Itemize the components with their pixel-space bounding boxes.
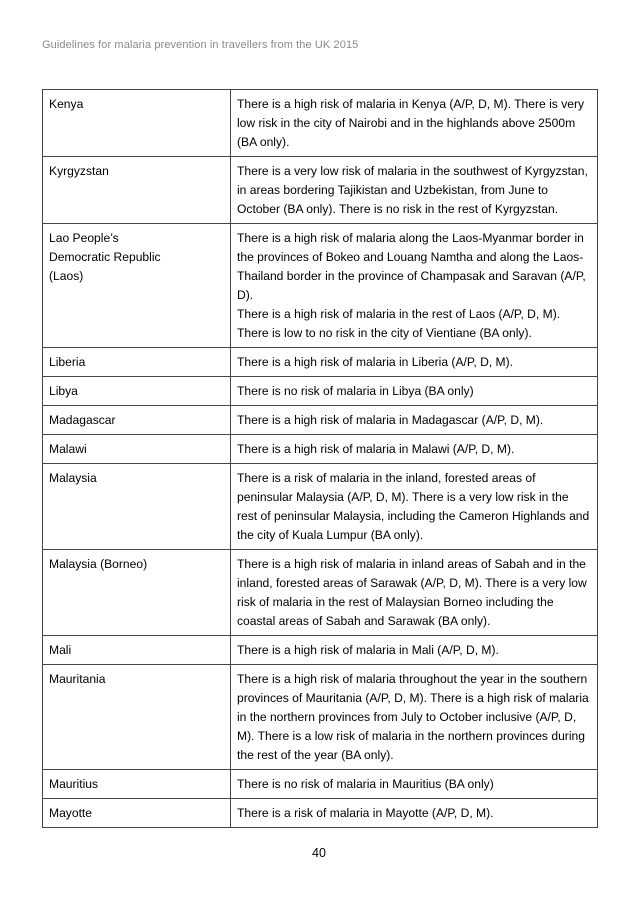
- table-row: [43, 157, 598, 224]
- table-row: [43, 770, 598, 799]
- country-cell: Malawi: [43, 435, 231, 464]
- table-row: [43, 464, 598, 550]
- country-cell: Mali: [43, 636, 231, 665]
- risk-cell: There is a risk of malaria in the inland, forested areas of peninsular Malaysia (A/P, D, M). There is a very low risk in the rest of peninsular Malaysia, including the Cameron Highlands and the city of Kuala Lumpur (BA only).: [231, 464, 598, 550]
- table-row: [43, 550, 598, 636]
- risk-cell: There is a high risk of malaria in inland areas of Sabah and in the inland, forested areas of Sarawak (A/P, D, M). There is a very low risk of malaria in the rest of Malaysian Borneo including the coastal areas of Sabah and Sarawak (BA only).: [231, 550, 598, 636]
- table-row: [43, 406, 598, 435]
- country-cell: Liberia: [43, 348, 231, 377]
- page-number: 40: [312, 846, 326, 860]
- risk-cell: There is a very low risk of malaria in the southwest of Kyrgyzstan, in areas bordering Tajikistan and Uzbekistan, from June to October (BA only). There is no risk in the rest of Kyrgyzstan.: [231, 157, 598, 224]
- risk-cell: There is no risk of malaria in Libya (BA only): [231, 377, 598, 406]
- country-cell: Malaysia (Borneo): [43, 550, 231, 636]
- table-row: [43, 636, 598, 665]
- country-cell: Kenya: [43, 90, 231, 157]
- table-row: [43, 665, 598, 770]
- running-header: Guidelines for malaria prevention in travellers from the UK 2015: [42, 39, 359, 51]
- country-cell: Malaysia: [43, 464, 231, 550]
- risk-cell: There is a high risk of malaria along the Laos-Myanmar border in the provinces of Bokeo and Louang Namtha and along the Laos-Thailand border in the province of Champasak and Saravan (A/P, D). There is a high risk of malaria in the rest of Laos (A/P, D, M). There is low to no risk in the city of Vientiane (BA only).: [231, 224, 598, 348]
- risk-cell: There is no risk of malaria in Mauritius (BA only): [231, 770, 598, 799]
- country-cell: Mauritius: [43, 770, 231, 799]
- country-cell: Mayotte: [43, 799, 231, 828]
- table-row: [43, 90, 598, 157]
- risk-cell: There is a high risk of malaria in Mali (A/P, D, M).: [231, 636, 598, 665]
- country-cell: Libya: [43, 377, 231, 406]
- table-row: [43, 799, 598, 828]
- risk-cell: There is a high risk of malaria in Malawi (A/P, D, M).: [231, 435, 598, 464]
- country-cell: Madagascar: [43, 406, 231, 435]
- malaria-risk-table: [42, 89, 598, 828]
- country-cell: Kyrgyzstan: [43, 157, 231, 224]
- risk-cell: There is a high risk of malaria in Liberia (A/P, D, M).: [231, 348, 598, 377]
- risk-cell: There is a high risk of malaria in Madagascar (A/P, D, M).: [231, 406, 598, 435]
- risk-cell: There is a risk of malaria in Mayotte (A/P, D, M).: [231, 799, 598, 828]
- country-cell: Lao People’s Democratic Republic (Laos): [43, 224, 231, 348]
- table-row: [43, 224, 598, 348]
- country-cell: Mauritania: [43, 665, 231, 770]
- table-row: [43, 377, 598, 406]
- risk-cell: There is a high risk of malaria in Kenya (A/P, D, M). There is very low risk in the city of Nairobi and in the highlands above 2500m (BA only).: [231, 90, 598, 157]
- table-row: [43, 435, 598, 464]
- risk-cell: There is a high risk of malaria throughout the year in the southern provinces of Mauritania (A/P, D, M). There is a high risk of malaria in the northern provinces from July to October inclusive (A/P, D, M). There is a low risk of malaria in the northern provinces during the rest of the year (BA only).: [231, 665, 598, 770]
- table-row: [43, 348, 598, 377]
